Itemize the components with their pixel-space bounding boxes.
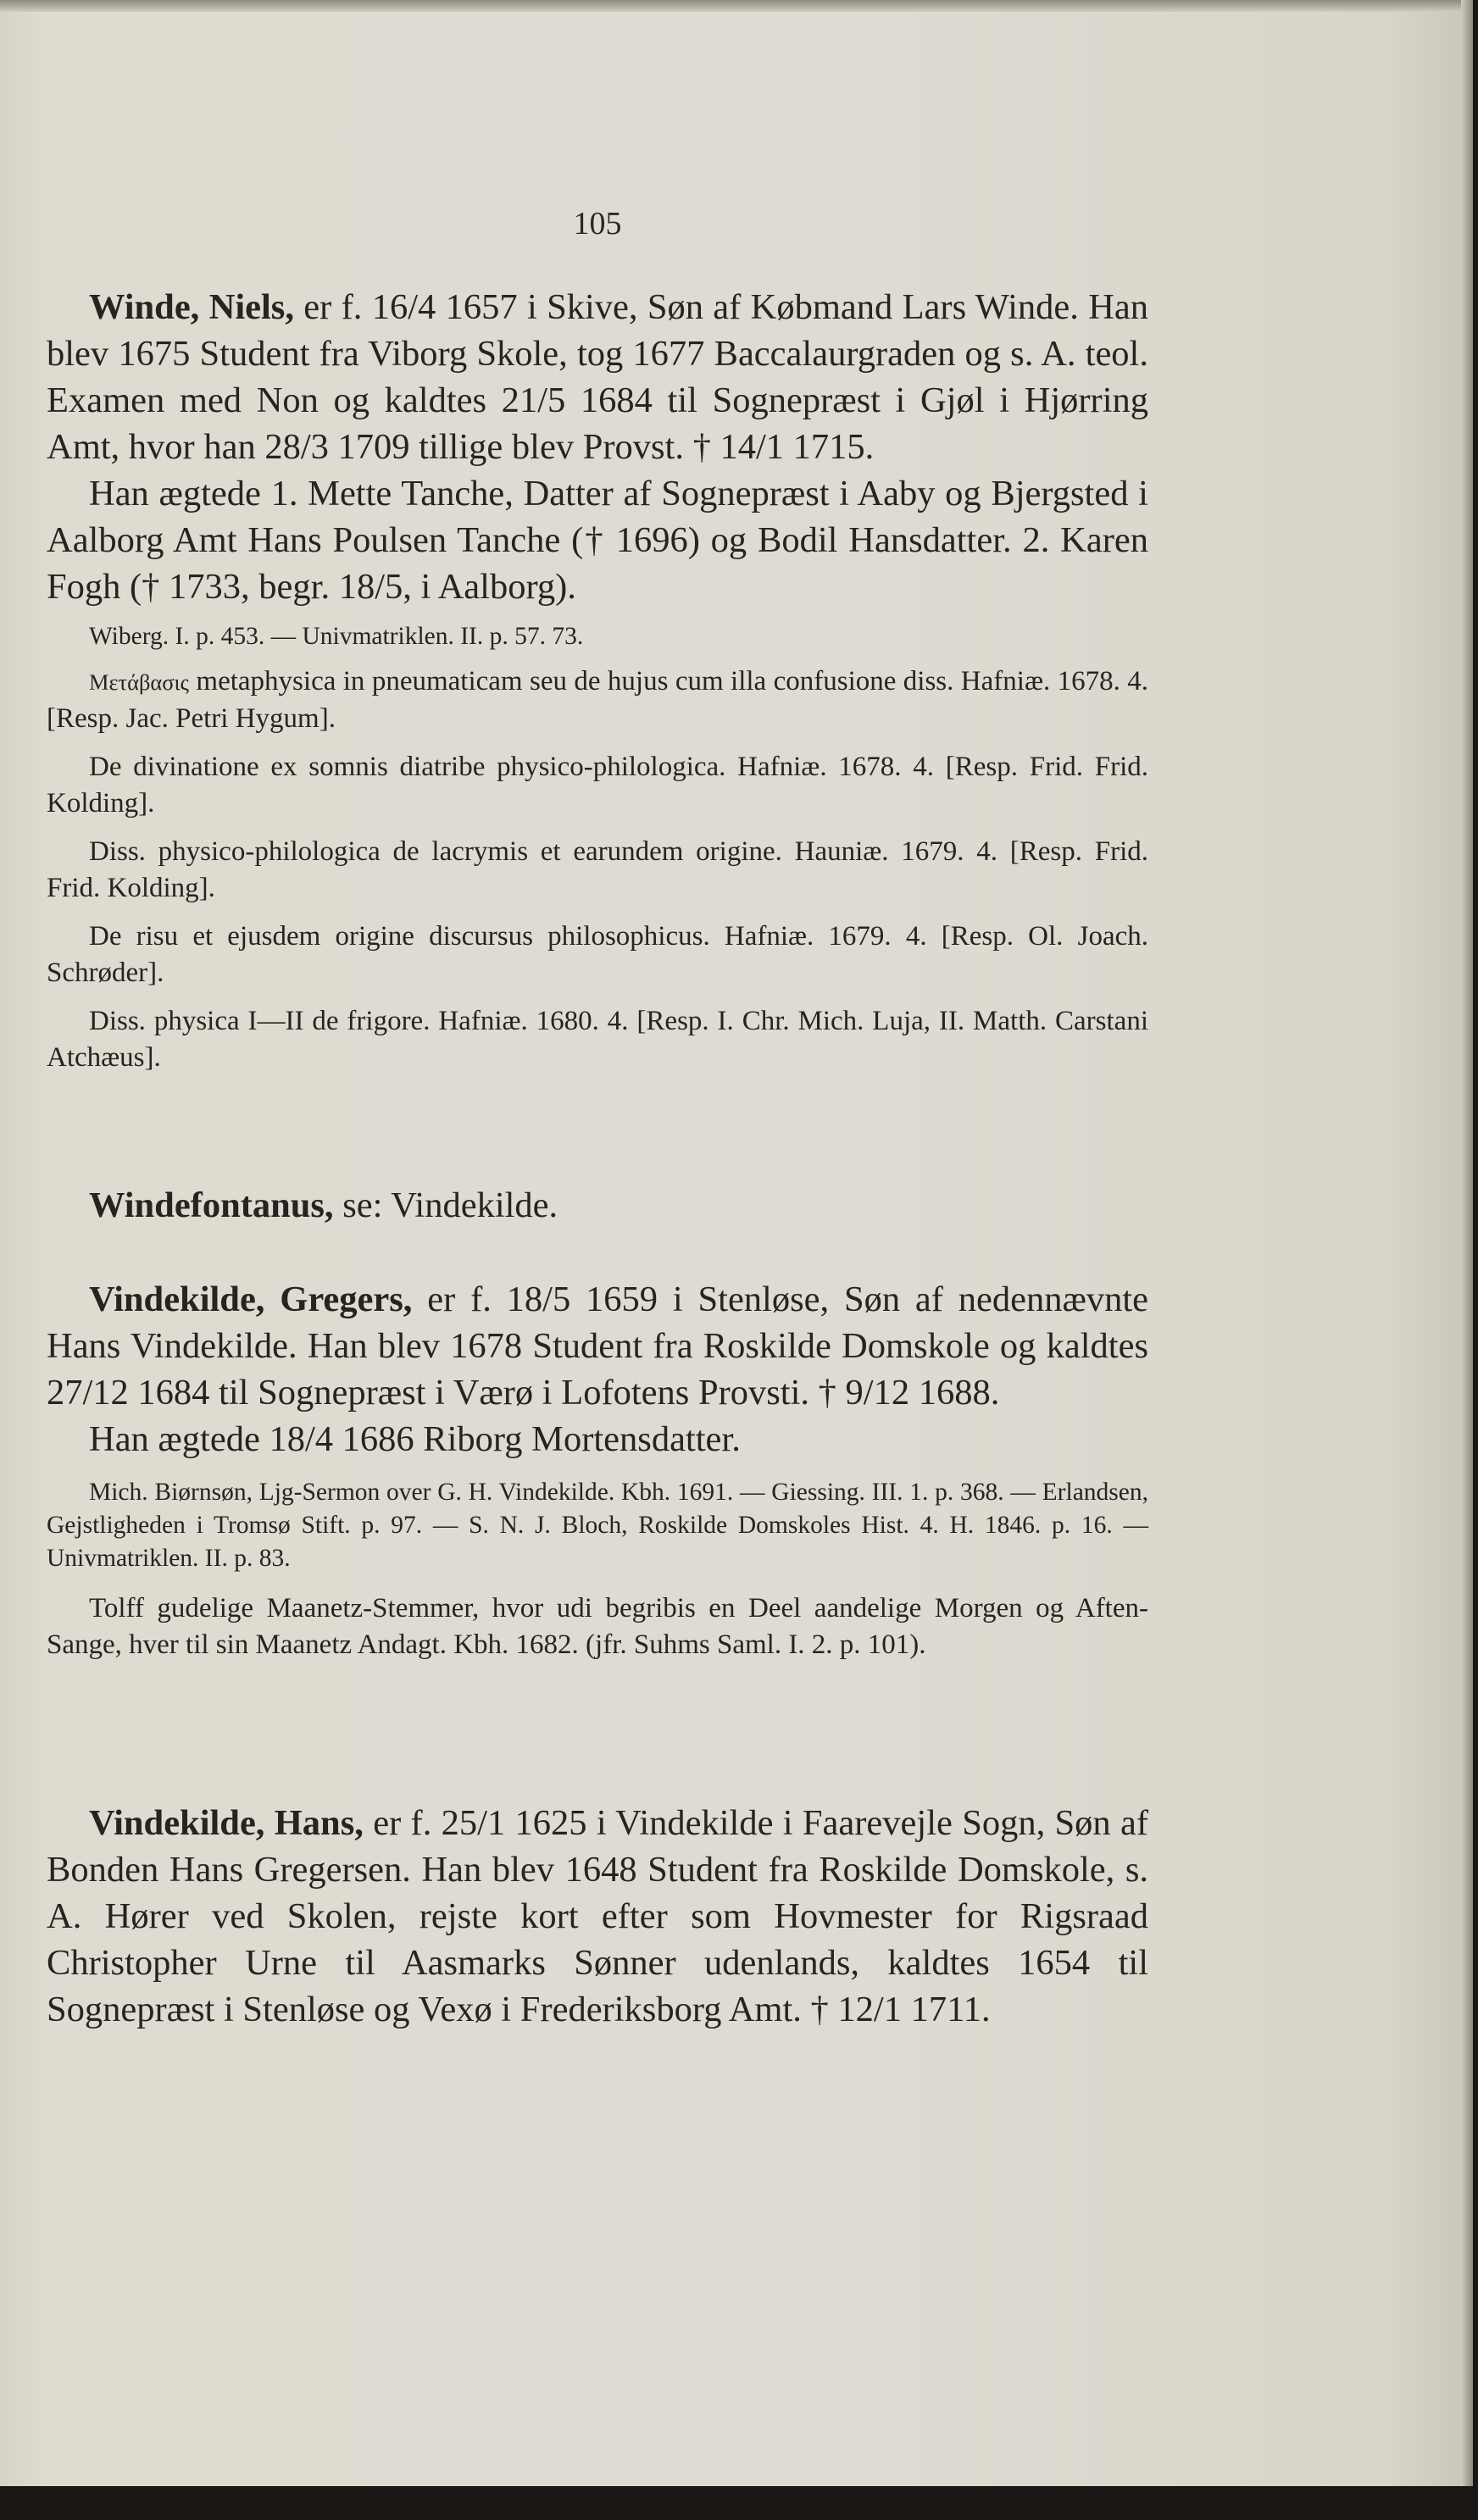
- winde-work-1: [47, 663, 1148, 737]
- entry-heading: Windefontanus,: [89, 1185, 334, 1225]
- gregers-references: Mich. Biørnsøn, Ljg-Sermon over G. H. Vindekilde. Kbh. 1691. — Giessing. III. 1. p. 368. — Erlandsen, Gejstligheden i Tromsø Stift. p. 97. — S. N. J. Bloch, Roskilde Domskoles Hist. 4. H. 1846. p. 16. — Univmatriklen. II. p. 83.: [47, 1479, 1148, 1572]
- entry-text: er f. 16/4 1657 i Skive, Søn af Købmand Lars Winde. Han blev 1675 Student fra Viborg Skole, tog 1677 Baccalaurgraden og s. A. teol. Examen med Non og kaldtes 21/5 1684 til Sognepræst i Gjøl i Hjørring Amt, hvor han 28/3 1709 tillige blev Provst. † 14/1 1715.: [47, 287, 1149, 467]
- entry-heading: Winde, Niels,: [89, 287, 294, 327]
- entry-text: er f. 18/5 1659 i Stenløse, Søn af nedennævnte Hans Vindekilde. Han blev 1678 Student fra Roskilde Domskole og kaldtes 27/12 1684 til Sognepræst i Værø i Lofotens Provsti. † 9/12 1688.: [47, 1279, 1149, 1413]
- entry-windefontanus: [47, 1182, 1148, 1229]
- winde-marriage: Han ægtede 1. Mette Tanche, Datter af Sognepræst i Aaby og Bjergsted i Aalborg Amt Hans Poulsen Tanche († 1696) og Bodil Hansdatter. 2. Karen Fogh († 1733, begr. 18/5, i Aalborg).: [47, 474, 1148, 607]
- winde-bio: [47, 284, 1148, 470]
- windefontanus-line: [47, 1182, 1148, 1229]
- hans-bio: [47, 1800, 1148, 2033]
- gregers-bio: [47, 1276, 1148, 1416]
- entry-vindekilde-hans: [47, 1800, 1148, 2033]
- entry-vindekilde-gregers: [47, 1276, 1148, 1663]
- entry-heading: Vindekilde, Gregers,: [89, 1279, 413, 1319]
- work-text: metaphysica in pneumaticam seu de hujus cum illa confusione diss. Hafniæ. 1678. 4. [Resp. Jac. Petri Hygum].: [47, 666, 1148, 734]
- winde-work-4: De risu et ejusdem origine discursus philosophicus. Hafniæ. 1679. 4. [Resp. Ol. Joach. Schrøder].: [47, 921, 1148, 988]
- greek-title: Μετάβασις: [89, 669, 190, 695]
- entry-winde-niels: [47, 284, 1148, 1076]
- winde-work-5: Diss. physica I—II de frigore. Hafniæ. 1680. 4. [Resp. I. Chr. Mich. Luja, II. Matth. Carstani Atchæus].: [47, 1006, 1148, 1073]
- gregers-work-1: Tolff gudelige Maanetz-Stemmer, hvor udi begribis en Deel aandelige Morgen og Aften-Sange, hver til sin Maanetz Andagt. Kbh. 1682. (jfr. Suhms Saml. I. 2. p. 101).: [47, 1593, 1148, 1660]
- entry-text: er f. 25/1 1625 i Vindekilde i Faarevejle Sogn, Søn af Bonden Hans Gregersen. Han blev 1648 Student fra Roskilde Domskole, s. A. Hører ved Skolen, rejste kort efter som Hovmester for Rigsraad Christopher Urne til Aasmarks Sønner udenlands, kaldtes 1654 til Sognepræst i Stenløse og Vexø i Frederiksborg Amt. † 12/1 1711.: [47, 1803, 1149, 2029]
- gregers-marriage: Han ægtede 18/4 1686 Riborg Mortensdatter.: [89, 1419, 741, 1459]
- winde-work-2: De divinatione ex somnis diatribe physico-philologica. Hafniæ. 1678. 4. [Resp. Frid. Frid. Kolding].: [47, 752, 1148, 819]
- winde-references: Wiberg. I. p. 453. — Univmatriklen. II. p. 57. 73.: [89, 623, 584, 650]
- entry-text: se: Vindekilde.: [342, 1185, 558, 1225]
- entry-heading: Vindekilde, Hans,: [89, 1803, 364, 1843]
- winde-work-3: Diss. physico-philologica de lacrymis et earundem origine. Hauniæ. 1679. 4. [Resp. Frid. Frid. Kolding].: [47, 836, 1148, 903]
- page-number: 105: [573, 206, 622, 241]
